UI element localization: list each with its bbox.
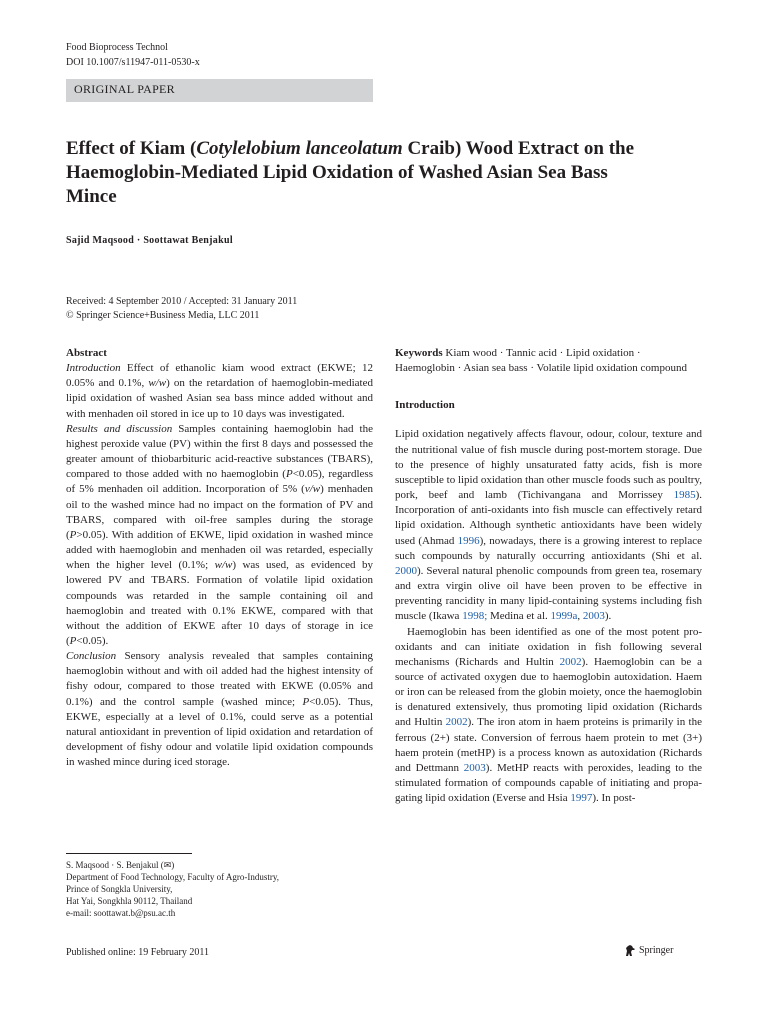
journal-name: Food Bioprocess Technol bbox=[66, 42, 168, 53]
section-label: ORIGINAL PAPER bbox=[74, 82, 175, 96]
citation-link[interactable]: 2002 bbox=[559, 655, 582, 668]
abstract-introduction: Introduction Effect of ethanolic kiam wood extract (EKWE; 12 0.05% and 0.1%, w/w) on the retardation of haemoglobin-mediated lipid oxidation of washed Asian sea bass mince added without and with menhaden oil stored in ice up to 10 days was investigated. bbox=[66, 362, 373, 420]
authors: Sajid Maqsood · Soottawat Benjakul bbox=[66, 235, 233, 246]
introduction-heading: Introduction bbox=[395, 399, 455, 412]
affiliation-city: Hat Yai, Songkhla 90112, Thailand bbox=[66, 896, 193, 906]
affiliation-names: S. Maqsood · S. Benjakul (✉) bbox=[66, 860, 175, 870]
dates-block bbox=[66, 295, 297, 323]
publisher-name: Springer bbox=[639, 945, 674, 956]
copyright: © Springer Science+Business Media, LLC 2011 bbox=[66, 310, 260, 321]
abstract-heading: Abstract bbox=[66, 347, 107, 359]
citation-link[interactable]: 2003 bbox=[582, 610, 605, 623]
doi: DOI 10.1007/s11947-011-0530-x bbox=[66, 57, 200, 68]
citation-link[interactable]: 1999a bbox=[550, 610, 578, 623]
journal-header bbox=[66, 40, 200, 70]
intro-paragraph-2: Haemoglobin has been identified as one of the most potent pro-oxidants and can initiate oxidation in fish following several mechanisms (Richards and Hultin 2002). Haemoglobin can be a source of activated oxygen due to haemoglobin autoxidation. Haem or iron can be released from the globin moiety, once the haemoglobin is denatured extensively, thus promoting lipid oxidation (Richards and Hultin 2002). The iron atom in haem proteins is primarily in the ferrous (2+) state. Conversion of ferrous haem protein to met (3+) haem protein (metHP) is a process known as autoxidation (Richards and Dettmann 2003). MetHP reacts with peroxides, leading to the stimulated formation of compounds capable of initiating and propa-gating lipid oxidation (Everse and Hsia 1997). In post- bbox=[395, 625, 703, 805]
citation-link[interactable]: 1996 bbox=[457, 534, 480, 547]
intro-paragraph-1: Lipid oxidation negatively affects flavour, odour, colour, texture and the nutritional value of fish muscle during post-mortem storage. Due to the presence of highly unsaturated fatty acids, fish is more susceptible to lipid oxidation than other muscle foods such as poultry, pork, beef and lamb (Tichivangana and Morrissey 1985). Incorporation of anti-oxidants into fish muscle can effectively retard lipid oxidation. Although synthetic antioxidants have been widely used (Ahmad 1996), nowadays, there is a growing interest to replace such compounds by naturally occurring antioxidants (Shi et al. 2000). Several natural phenolic compounds from green tea, rosemary and extra virgin olive oil have been proven to be effective in preventing rancidity in many lipid-containing systems including fish muscle (Ikawa 1998; Medina et al. 1999a, 2003). bbox=[395, 428, 702, 623]
affiliation bbox=[66, 859, 279, 919]
citation-link[interactable]: 2000 bbox=[395, 564, 417, 577]
citation-link[interactable]: 2002 bbox=[445, 716, 468, 729]
publisher-logo bbox=[624, 944, 673, 957]
keywords: Keywords Kiam wood · Tannic acid · Lipid oxidation · Haemoglobin · Asian sea bass · Volatile lipid oxidation compound bbox=[395, 347, 687, 375]
citation-link[interactable]: 1985 bbox=[673, 489, 696, 502]
section-band bbox=[66, 79, 373, 102]
affiliation-dept: Department of Food Technology, Faculty of Agro-Industry, bbox=[66, 872, 279, 882]
affiliation-univ: Prince of Songkla University, bbox=[66, 884, 173, 894]
citation-link[interactable]: 2003 bbox=[463, 761, 486, 774]
footnote-rule bbox=[66, 853, 192, 854]
citation-link[interactable]: 1997 bbox=[570, 792, 593, 805]
received-date: Received: 4 September 2010 / Accepted: 31 January 2011 bbox=[66, 296, 298, 307]
abstract-conclusion: Conclusion Sensory analysis revealed that samples containing haemoglobin without and with oil added had the highest intensity of fishy odour, compared to those treated with EKWE (0.05% and 0.1%) and the control sample (washed mince; P<0.05). Thus, EKWE, especially at a level of 0.1%, could serve as a potential natural antioxidant in prevention of lipid oxidation and retardation of development of fishy odour and volatile lipid oxidation compounds in washed mince during iced storage. bbox=[66, 650, 373, 769]
abstract-results: Results and discussion Samples containing haemoglobin had the highest peroxide value (PV) within the first 8 days and possessed the greater amount of thiobarbituric acid-reactive substances (TBARS), compared to those added with no haemoglobin (P<0.05), regardless of 5% menhaden oil addition. Incorporation of 5% (v/w) menhaden oil to the washed mince had no impact on the formation of PV and TBARS, compared with oil-free samples during the storage (P>0.05). With addition of EKWE, lipid oxidation in washed mince added with haemoglobin and menhaden oil was retarded, especially when the higher level (0.1%; w/w) was used, as evidenced by lowered PV and TBARS. Formation of volatile lipid oxidation compounds was retarded in the sample containing oil and haemoglobin and treated with 0.1% EKWE, compared with that without the addition of EKWE after 10 days of storage in ice (P<0.05). bbox=[66, 422, 373, 647]
right-column bbox=[395, 346, 702, 806]
paper-title: Effect of Kiam (Cotylelobium lanceolatum Craib) Wood Extract on the Haemoglobin-Mediated Lipid Oxidation of Washed Asian Sea Bass Mince bbox=[66, 138, 635, 207]
springer-horse-icon bbox=[624, 944, 636, 957]
abstract bbox=[66, 346, 373, 770]
species-name: Cotylelobium lanceolatum bbox=[196, 138, 403, 159]
affiliation-email[interactable]: e-mail: soottawat.b@psu.ac.th bbox=[66, 908, 176, 918]
citation-link[interactable]: 1998; bbox=[462, 610, 491, 623]
published-date: Published online: 19 February 2011 bbox=[66, 947, 209, 958]
